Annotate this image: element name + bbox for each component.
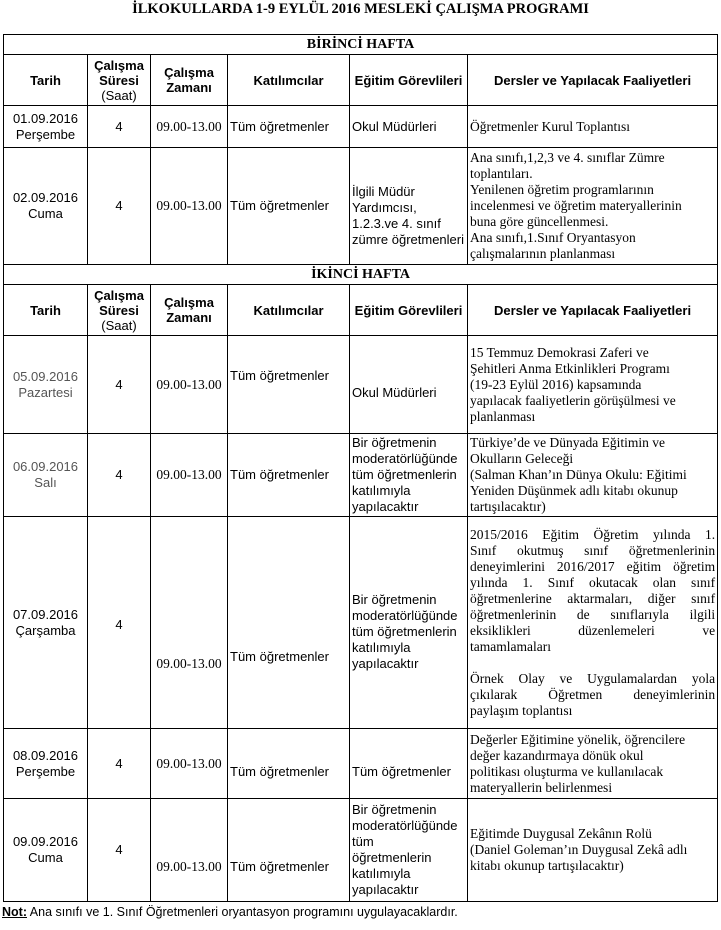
activities-cell: Öğretmenler Kurul Toplantısı <box>468 106 718 148</box>
hours-cell: 4 <box>88 729 151 799</box>
participants-cell: Tüm öğretmenler <box>228 729 350 799</box>
activities-cell: Ana sınıfı,1,2,3 ve 4. sınıflar Zümre toplantıları. Yenilenen öğretim programlarının incelenmesi ve öğretim materyallerinin buna göre güncellenmesi. Ana sınıfı,1.Sınıf Oryantasyon çalışmalarının planlanması <box>468 148 718 265</box>
column-header-row <box>4 285 718 336</box>
footnote <box>2 905 458 919</box>
participants-cell: Tüm öğretmenler <box>228 799 350 902</box>
header-calisma-suresi: Çalışma Süresi (Saat) <box>88 55 151 106</box>
time-cell: 09.00-13.00 <box>151 517 228 729</box>
note-label: Not: <box>2 905 27 919</box>
table-row <box>4 106 718 148</box>
activities-cell: 2015/2016 Eğitim Öğretim yılında 1. Sınıf okutmuş sınıf öğretmenlerinin deneyimlerini 2016/2017 eğitim öğretim yılında 1. Sınıf okutacak olan sınıf öğretmenlerine aktarmaları, diğer sınıf öğretmenlerinin de sınıflarıyla ilgili eksiklikleri düzenlemeleri ve tamamlamaları Örnek Olay ve Uygulamalardan yola çıkılarak Öğretmen deneyimlerinin paylaşım toplantısı <box>468 517 718 729</box>
header-calisma-zamani: Çalışma Zamanı <box>151 285 228 336</box>
date-cell: 02.09.2016 Cuma <box>4 148 88 265</box>
staff-cell: Okul Müdürleri <box>350 336 468 434</box>
hours-cell: 4 <box>88 799 151 902</box>
table-row <box>4 517 718 729</box>
hours-cell: 4 <box>88 148 151 265</box>
week-header-1 <box>4 35 718 55</box>
participants-cell: Tüm öğretmenler <box>228 148 350 265</box>
header-tarih: Tarih <box>4 55 88 106</box>
date-cell: 01.09.2016 Perşembe <box>4 106 88 148</box>
note-text: Ana sınıfı ve 1. Sınıf Öğretmenleri oryantasyon programını uygulayacaklardır. <box>27 905 458 919</box>
staff-cell: Okul Müdürleri <box>350 106 468 148</box>
date-cell: 05.09.2016 Pazartesi <box>4 336 88 434</box>
staff-cell: Bir öğretmenin moderatörlüğünde tüm öğretmenlerin katılımıyla yapılacaktır <box>350 799 468 902</box>
time-cell: 09.00-13.00 <box>151 799 228 902</box>
time-cell: 09.00-13.00 <box>151 729 228 799</box>
header-katilimcilar: Katılımcılar <box>228 285 350 336</box>
table-row <box>4 336 718 434</box>
table-row <box>4 729 718 799</box>
header-katilimcilar: Katılımcılar <box>228 55 350 106</box>
document-title: İLKOKULLARDA 1-9 EYLÜL 2016 MESLEKİ ÇALIŞMA PROGRAMI <box>132 1 589 17</box>
header-egitim-gorevlileri: Eğitim Görevlileri <box>350 55 468 106</box>
activities-cell: Değerler Eğitimine yönelik, öğrencilere değer kazandırmaya dönük okul politikası oluşturma ve kullanılacak materyallerin belirlenmesi <box>468 729 718 799</box>
staff-cell: Bir öğretmenin moderatörlüğünde tüm öğretmenlerin katılımıyla yapılacaktır <box>350 517 468 729</box>
staff-cell: İlgili Müdür Yardımcısı, 1.2.3.ve 4. sınıf zümre öğretmenleri <box>350 148 468 265</box>
header-faaliyetler: Dersler ve Yapılacak Faaliyetleri <box>468 285 718 336</box>
participants-cell: Tüm öğretmenler <box>228 336 350 434</box>
participants-cell: Tüm öğretmenler <box>228 434 350 517</box>
table-row <box>4 148 718 265</box>
week-header-2 <box>4 265 718 285</box>
header-tarih: Tarih <box>4 285 88 336</box>
date-cell: 06.09.2016 Salı <box>4 434 88 517</box>
hours-cell: 4 <box>88 336 151 434</box>
time-cell: 09.00-13.00 <box>151 336 228 434</box>
staff-cell: Bir öğretmenin moderatörlüğünde tüm öğretmenlerin katılımıyla yapılacaktır <box>350 434 468 517</box>
header-calisma-zamani: Çalışma Zamanı <box>151 55 228 106</box>
time-cell: 09.00-13.00 <box>151 434 228 517</box>
staff-cell: Tüm öğretmenler <box>350 729 468 799</box>
date-cell: 09.09.2016 Cuma <box>4 799 88 902</box>
week-title: BİRİNCİ HAFTA <box>4 35 718 55</box>
activities-cell: Türkiye’de ve Dünyada Eğitimin ve Okulların Geleceği (Salman Khan’ın Dünya Okulu: Eğitimi Yeniden Düşünmek adlı kitabı okunup tartışılacaktır) <box>468 434 718 517</box>
date-cell: 07.09.2016 Çarşamba <box>4 517 88 729</box>
header-egitim-gorevlileri: Eğitim Görevlileri <box>350 285 468 336</box>
date-cell: 08.09.2016 Perşembe <box>4 729 88 799</box>
activities-cell: Eğitimde Duygusal Zekânın Rolü (Daniel Goleman’ın Duygusal Zekâ adlı kitabı okunup tartışılacaktır) <box>468 799 718 902</box>
time-cell: 09.00-13.00 <box>151 148 228 265</box>
header-faaliyetler: Dersler ve Yapılacak Faaliyetleri <box>468 55 718 106</box>
participants-cell: Tüm öğretmenler <box>228 106 350 148</box>
header-calisma-suresi: Çalışma Süresi (Saat) <box>88 285 151 336</box>
table-row <box>4 434 718 517</box>
table-row <box>4 799 718 902</box>
column-header-row <box>4 55 718 106</box>
activities-cell: 15 Temmuz Demokrasi Zaferi ve Şehitleri Anma Etkinlikleri Programı (19-23 Eylül 2016) kapsamında yapılacak faaliyetlerin görüşülmesi ve planlanması <box>468 336 718 434</box>
participants-cell: Tüm öğretmenler <box>228 517 350 729</box>
hours-cell: 4 <box>88 517 151 729</box>
time-cell: 09.00-13.00 <box>151 106 228 148</box>
hours-cell: 4 <box>88 106 151 148</box>
schedule-table <box>3 34 718 902</box>
week-title: İKİNCİ HAFTA <box>4 265 718 285</box>
hours-cell: 4 <box>88 434 151 517</box>
